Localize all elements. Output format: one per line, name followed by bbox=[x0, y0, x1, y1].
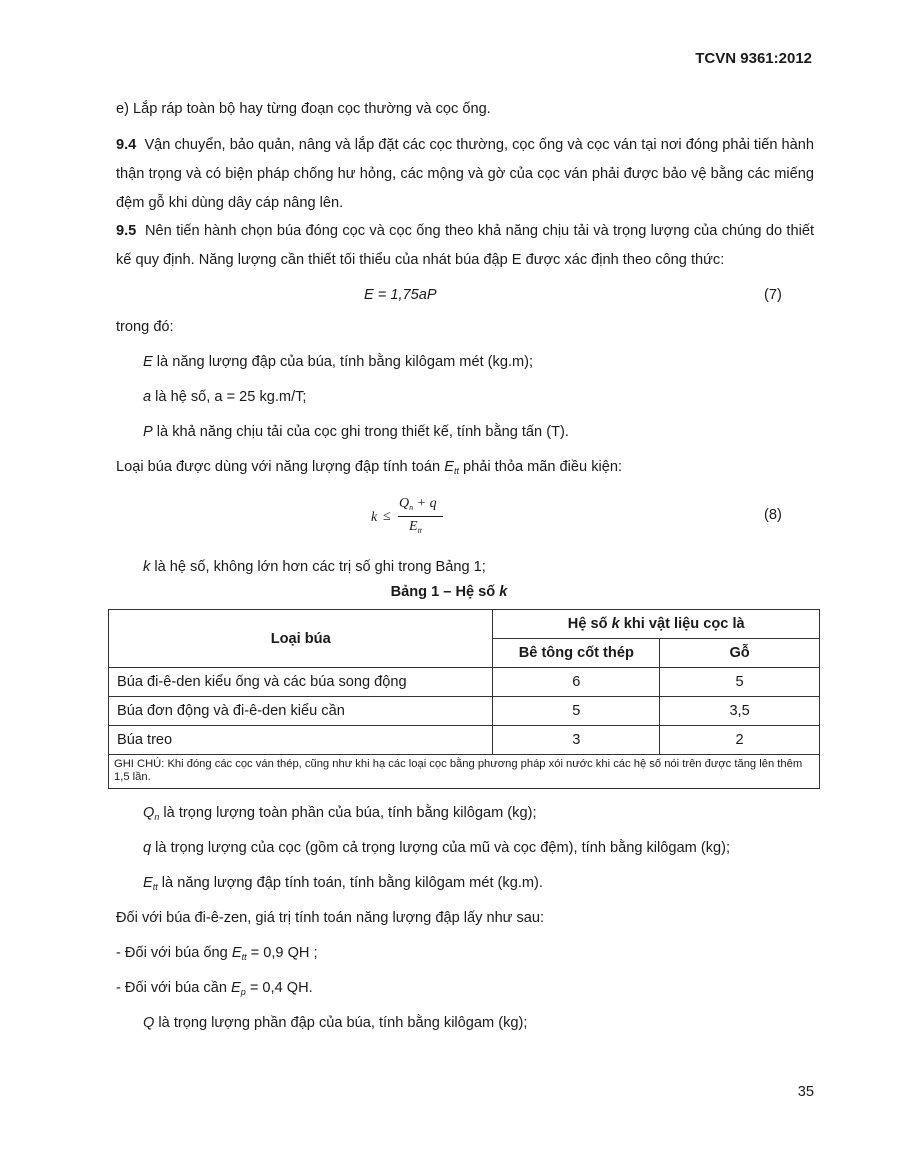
symbol-P: P bbox=[143, 424, 153, 440]
symbol-Q: Q bbox=[143, 805, 155, 821]
definition-Ett-text: là năng lượng đập tính toán, tính bằng kilôgam mét (kg.m). bbox=[157, 875, 543, 891]
tube-hammer-line bbox=[116, 939, 814, 972]
header-group-symbol: k bbox=[611, 616, 620, 632]
fraction-bar bbox=[398, 516, 443, 517]
condition-text-a: Loại búa được dùng với năng lượng đập tính toán bbox=[116, 459, 445, 475]
header-concrete: Bê tông cốt thép bbox=[493, 639, 660, 668]
row-concrete-value: 6 bbox=[493, 668, 660, 697]
rod-hammer-symbol: E bbox=[231, 980, 241, 996]
definition-Ett bbox=[143, 869, 813, 902]
item-e-paragraph: e) Lắp ráp toàn bộ hay từng đoạn cọc thường và cọc ống. bbox=[116, 101, 491, 117]
less-equal-sign: ≤ bbox=[383, 509, 391, 524]
definition-a-text: là hệ số, a = 25 kg.m/T; bbox=[151, 389, 307, 405]
rod-hammer-text-a: - Đối với búa cần bbox=[116, 980, 232, 996]
numerator-Q-subscript: n bbox=[409, 503, 414, 512]
section-9-4-paragraph bbox=[116, 131, 814, 218]
numerator-Q: Q bbox=[399, 496, 410, 511]
row-concrete-value: 5 bbox=[493, 697, 660, 726]
header-group-text-a: Hệ số bbox=[567, 616, 612, 632]
condition-text-b: phải thỏa mãn điều kiện: bbox=[458, 459, 623, 475]
table-note: GHI CHÚ: Khi đóng các cọc ván thép, cũng như khi hạ các loại cọc bằng phương pháp xói nước khi các hệ số nói trên được tăng lên thêm 1,5 lần. bbox=[109, 755, 820, 789]
symbol-q: q bbox=[143, 840, 152, 856]
definition-P-text: là khả năng chịu tải của cọc ghi trong thiết kế, tính bằng tấn (T). bbox=[152, 424, 569, 440]
table-caption-symbol: k bbox=[499, 584, 508, 600]
diesel-intro: Đối với búa đi-ê-zen, giá trị tính toán năng lượng đập lấy như sau: bbox=[116, 910, 545, 926]
table-caption bbox=[0, 584, 898, 600]
definition-k bbox=[143, 553, 813, 582]
equation-8-lhs: k bbox=[371, 510, 378, 525]
equation-7-number: (7) bbox=[764, 287, 782, 303]
denominator-E-subscript: tt bbox=[417, 526, 423, 535]
header-coefficient-group bbox=[493, 610, 820, 639]
definition-Qn-text: là trọng lượng toàn phần của búa, tính bằng kilôgam (kg); bbox=[159, 805, 537, 821]
document-id-header: TCVN 9361:2012 bbox=[695, 50, 812, 67]
condition-sentence bbox=[116, 453, 814, 486]
numerator-rest: + q bbox=[413, 496, 437, 511]
row-wood-value: 3,5 bbox=[660, 697, 820, 726]
table-row bbox=[109, 668, 820, 697]
symbol-Ett: E bbox=[143, 875, 153, 891]
definition-P bbox=[143, 418, 813, 447]
section-9-5-number: 9.5 bbox=[116, 223, 137, 239]
equation-7: E = 1,75aP bbox=[364, 287, 437, 303]
rod-hammer-subscript: p bbox=[240, 987, 246, 997]
header-group-text-b: khi vật liệu cọc là bbox=[619, 616, 745, 632]
definition-q bbox=[143, 834, 813, 863]
definition-q-text: là trọng lượng của cọc (gồm cả trọng lượng của mũ và cọc đệm), tính bằng kilôgam (kg); bbox=[151, 840, 731, 856]
header-hammer-type: Loại búa bbox=[109, 610, 493, 668]
definition-Q bbox=[143, 1009, 813, 1038]
definition-E-text: là năng lượng đập của búa, tính bằng kilôgam mét (kg.m); bbox=[152, 354, 534, 370]
rod-hammer-line bbox=[116, 974, 814, 1007]
table-row bbox=[109, 726, 820, 755]
row-concrete-value: 3 bbox=[493, 726, 660, 755]
definition-k-text: là hệ số, không lớn hơn các trị số ghi trong Bảng 1; bbox=[150, 559, 486, 575]
row-wood-value: 5 bbox=[660, 668, 820, 697]
tube-hammer-symbol: E bbox=[231, 945, 242, 961]
symbol-Q-weight: Q bbox=[143, 1015, 155, 1031]
symbol-E: E bbox=[143, 354, 153, 370]
row-hammer-type: Búa treo bbox=[109, 726, 493, 755]
section-9-5-text: Nên tiến hành chọn búa đóng cọc và cọc ống theo khả năng chịu tải và trọng lượng của chúng do thiết kế quy định. Năng lượng cần thiết tối thiểu của nhát búa đập E được xác định theo công thức: bbox=[116, 223, 815, 268]
definition-Q-text: là trọng lượng phần đập của búa, tính bằng kilôgam (kg); bbox=[154, 1015, 528, 1031]
symbol-k: k bbox=[143, 559, 151, 575]
symbol-Ett: E bbox=[444, 459, 454, 475]
section-9-4-text: Vận chuyển, bảo quản, nâng và lắp đặt các cọc thường, cọc ống và cọc ván tại nơi đóng phải tiến hành thận trọng và có biện pháp chống hư hỏng, các mộng và gờ của cọc ván phải được bảo vệ bằng các miếng đệm gỗ khi dùng dây cáp nâng lên. bbox=[116, 137, 814, 211]
definition-a bbox=[143, 383, 813, 412]
where-label: trong đó: bbox=[116, 319, 174, 335]
equation-8-denominator bbox=[409, 519, 422, 535]
equation-8-number: (8) bbox=[764, 507, 782, 523]
header-wood: Gỗ bbox=[660, 639, 820, 668]
symbol-Ett-subscript: tt bbox=[453, 466, 459, 476]
row-hammer-type: Búa đơn động và đi-ê-den kiểu cần bbox=[109, 697, 493, 726]
tube-hammer-text-b: = 0,9 QH ; bbox=[246, 945, 318, 961]
table-row bbox=[109, 697, 820, 726]
row-hammer-type: Búa đi-ê-den kiểu ống và các búa song động bbox=[109, 668, 493, 697]
symbol-Ett-subscript: tt bbox=[152, 882, 158, 892]
section-9-4-number: 9.4 bbox=[116, 137, 137, 153]
page-number: 35 bbox=[797, 1084, 814, 1100]
rod-hammer-text-b: = 0,4 QH. bbox=[245, 980, 313, 996]
table-caption-text: Bảng 1 – Hệ số bbox=[390, 584, 500, 600]
table-note-row bbox=[109, 755, 820, 789]
table-header-row bbox=[109, 610, 820, 639]
tube-hammer-text-a: - Đối với búa ống bbox=[116, 945, 232, 961]
section-9-5-paragraph bbox=[116, 217, 814, 275]
equation-8-numerator bbox=[399, 496, 437, 512]
symbol-a: a bbox=[143, 389, 152, 405]
definition-E bbox=[143, 348, 813, 377]
coefficient-table bbox=[108, 609, 820, 789]
definition-Qn bbox=[143, 799, 813, 832]
row-wood-value: 2 bbox=[660, 726, 820, 755]
symbol-Q-subscript: n bbox=[154, 812, 160, 822]
denominator-E: E bbox=[409, 519, 418, 534]
tube-hammer-subscript: tt bbox=[241, 952, 247, 962]
